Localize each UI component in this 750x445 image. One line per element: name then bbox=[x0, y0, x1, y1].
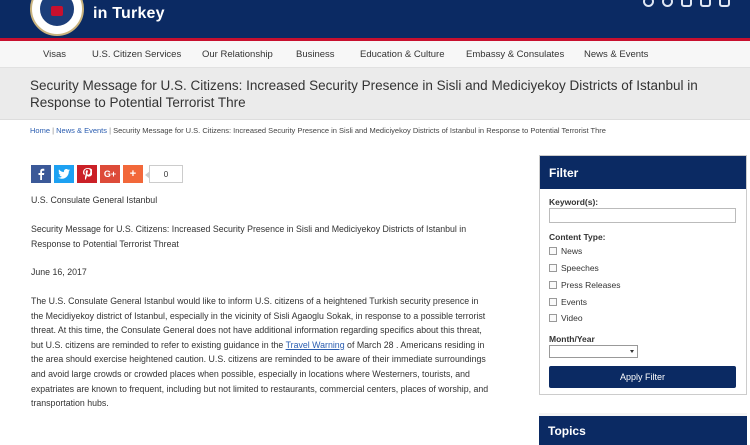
filter-panel bbox=[539, 155, 747, 395]
article-body bbox=[31, 294, 491, 411]
checkbox[interactable] bbox=[549, 314, 557, 322]
checkbox[interactable] bbox=[549, 298, 557, 306]
more-icon: + bbox=[129, 168, 137, 180]
nav-item-our-relationship[interactable]: Our Relationship bbox=[202, 49, 273, 60]
checkbox[interactable] bbox=[549, 247, 557, 255]
twitter-icon[interactable] bbox=[662, 0, 673, 7]
topics-panel bbox=[539, 413, 747, 445]
breadcrumb-home[interactable]: Home bbox=[30, 126, 51, 135]
pinterest-share-button[interactable] bbox=[77, 165, 97, 183]
content-type-events[interactable]: Events bbox=[549, 297, 587, 307]
keyword-input[interactable] bbox=[549, 208, 736, 223]
twitter-icon bbox=[58, 169, 70, 179]
breadcrumb-news-events[interactable]: News & Events bbox=[56, 126, 107, 135]
article-body-end: of March 28 . Americans residing in the area should exercise heightened caution. U.S. citizens are reminded to be aware of their immediate surroundings and avoid large crowds or crowded places when possible, especially in locations where Westerners, tourists, and expatriates are known to frequent, including but not limited to restaurants, commercial centers, places of worship, and transportation hubs. bbox=[31, 339, 489, 409]
apply-filter-button[interactable]: Apply Filter bbox=[549, 366, 736, 388]
content-type-news[interactable]: News bbox=[549, 246, 582, 256]
main-nav bbox=[0, 38, 750, 68]
content-type-press-releases[interactable]: Press Releases bbox=[549, 280, 621, 290]
site-title[interactable]: in Turkey bbox=[93, 5, 165, 22]
facebook-icon bbox=[37, 168, 45, 180]
article-subtitle: Security Message for U.S. Citizens: Increased Security Presence in Sisli and Mediciyekoy Districts of Istanbul in Response to Potential Terrorist Threat bbox=[31, 224, 467, 249]
keyword-label: Keyword(s): bbox=[549, 197, 599, 207]
breadcrumb: Home | News & Events | Security Message for U.S. Citizens: Increased Security Presence in Sisli and Mediciyekoy Districts of Istanbul in Response to Potential Terrorist Thre bbox=[30, 126, 606, 135]
nav-item-news-events[interactable]: News & Events bbox=[584, 49, 649, 60]
article-byline: U.S. Consulate General Istanbul bbox=[31, 195, 158, 205]
page-title: Security Message for U.S. Citizens: Increased Security Presence in Sisli and Mediciyekoy Districts of Istanbul in Response to Potential Terrorist Thre bbox=[30, 78, 698, 110]
header-social-links bbox=[643, 0, 730, 7]
twitter-share-button[interactable] bbox=[54, 165, 74, 183]
embassy-seal-logo[interactable] bbox=[30, 0, 84, 36]
article-body-start: The U.S. Consulate General Istanbul would like to inform U.S. citizens of a heightened Turkish security presence in the Mecidiyekoy district of Istanbul, especially in the vicinity of Sisli Agaoglu Sokak, in response to a possible terrorist threat. At this time, the Consulate General does not have additional information regarding specifics about this threat, but U.S. citizens are reminded to refer to existing guidance in the bbox=[31, 296, 486, 350]
instagram-icon[interactable] bbox=[681, 0, 692, 7]
youtube-icon[interactable] bbox=[700, 0, 711, 7]
flickr-icon[interactable] bbox=[719, 0, 730, 7]
nav-item-visas[interactable]: Visas bbox=[43, 49, 67, 60]
share-bar bbox=[31, 165, 183, 183]
article-date: June 16, 2017 bbox=[31, 267, 87, 277]
google-plus-icon: G+ bbox=[103, 169, 117, 179]
content-type-video[interactable]: Video bbox=[549, 313, 583, 323]
content-type-speeches[interactable]: Speeches bbox=[549, 263, 599, 273]
month-year-label: Month/Year bbox=[549, 334, 595, 344]
nav-item-us-citizen-services[interactable]: U.S. Citizen Services bbox=[92, 49, 182, 60]
more-share-button[interactable] bbox=[123, 165, 143, 183]
share-count: 0 bbox=[149, 165, 183, 183]
pinterest-icon bbox=[83, 168, 92, 180]
title-band bbox=[0, 68, 750, 120]
site-header bbox=[0, 0, 750, 38]
breadcrumb-current: Security Message for U.S. Citizens: Increased Security Presence in Sisli and Mediciyekoy Districts of Istanbul in Response to Potential Terrorist Thre bbox=[113, 126, 606, 135]
checkbox[interactable] bbox=[549, 281, 557, 289]
facebook-share-button[interactable] bbox=[31, 165, 51, 183]
checkbox[interactable] bbox=[549, 264, 557, 272]
content-type-label: Content Type: bbox=[549, 232, 606, 242]
month-year-select[interactable] bbox=[549, 345, 638, 358]
facebook-icon[interactable] bbox=[643, 0, 654, 7]
chevron-down-icon bbox=[630, 350, 634, 353]
filter-title: Filter bbox=[540, 156, 746, 189]
topics-title[interactable]: Topics bbox=[548, 424, 586, 438]
nav-item-business[interactable]: Business bbox=[296, 49, 335, 60]
nav-item-education-culture[interactable]: Education & Culture bbox=[360, 49, 445, 60]
travel-warning-link[interactable]: Travel Warning bbox=[285, 339, 345, 350]
nav-item-embassy-consulates[interactable]: Embassy & Consulates bbox=[466, 49, 565, 60]
google-plus-share-button[interactable] bbox=[100, 165, 120, 183]
